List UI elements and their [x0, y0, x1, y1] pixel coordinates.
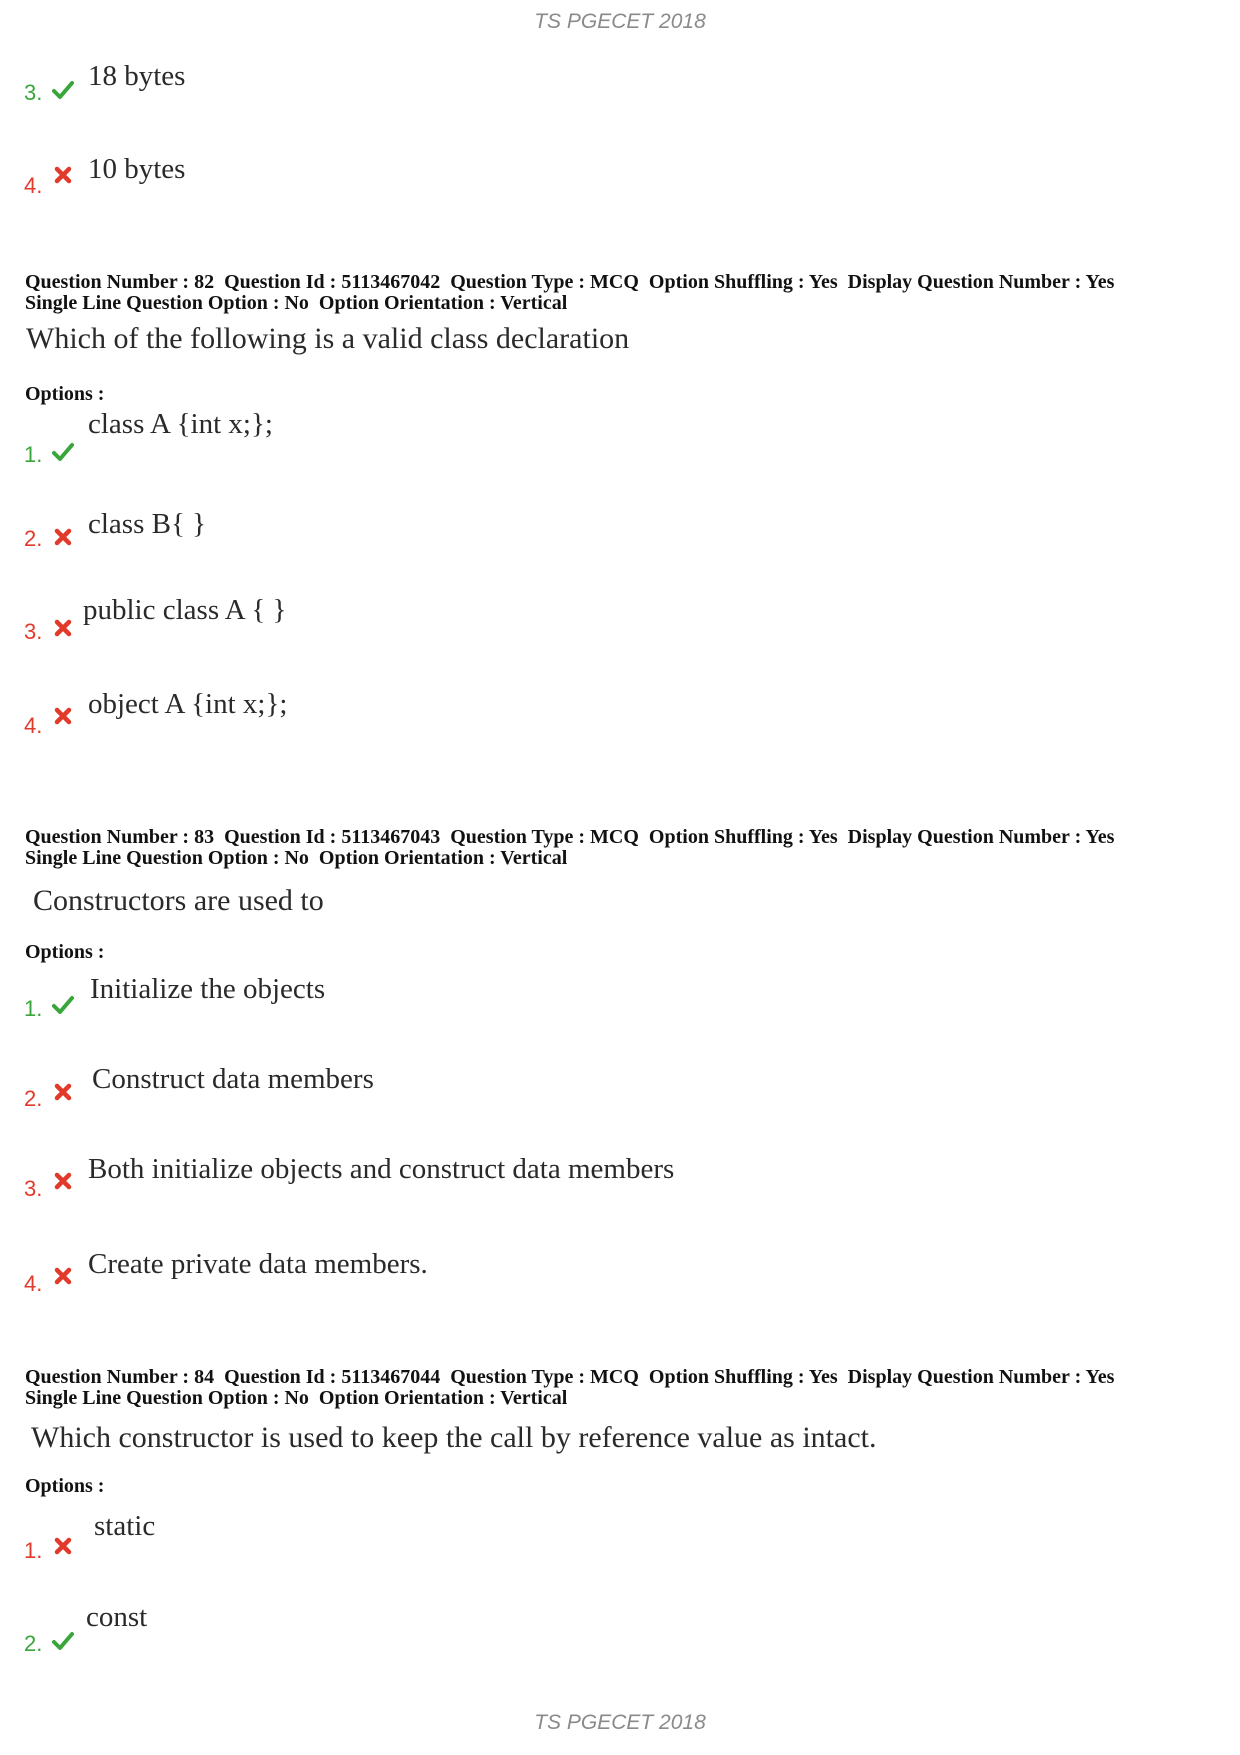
cross-icon: [51, 525, 75, 549]
option-text: Construct data members: [92, 1063, 374, 1095]
option-text: object A {int x;};: [88, 688, 288, 720]
page-footer: TS PGECET 2018: [534, 1711, 706, 1734]
question-meta: [25, 1367, 1114, 1409]
question-meta: [25, 827, 1114, 869]
option-text: static: [94, 1510, 156, 1542]
question-meta: [25, 272, 1114, 314]
check-icon: [51, 993, 75, 1017]
question-meta-line-2: Single Line Question Option : No Option Orientation : Vertical: [25, 292, 568, 314]
cross-icon: [51, 704, 75, 728]
option-text: class A {int x;};: [88, 408, 273, 440]
option-number: 2.: [24, 1086, 43, 1111]
check-icon: [51, 1629, 75, 1653]
check-icon: [51, 440, 75, 464]
check-icon: [51, 78, 75, 102]
option-text: Create private data members.: [88, 1248, 428, 1280]
cross-icon: [51, 1169, 75, 1193]
question-meta-line-1: Question Number : 83 Question Id : 5113467043 Question Type : MCQ Option Shuffling : Yes Display Question Number : Yes: [25, 826, 1115, 848]
option-text: const: [86, 1601, 148, 1633]
cross-icon: [51, 616, 75, 640]
question-meta-line-1: Question Number : 82 Question Id : 5113467042 Question Type : MCQ Option Shuffling : Yes Display Question Number : Yes: [25, 271, 1115, 293]
option-text: class B{ }: [88, 508, 207, 540]
cross-icon: [51, 163, 75, 187]
cross-icon: [51, 1264, 75, 1288]
option-number: 1.: [24, 442, 43, 467]
option-text: Both initialize objects and construct data members: [88, 1153, 675, 1185]
option-text: Initialize the objects: [90, 973, 326, 1005]
option-number: 4.: [24, 173, 43, 198]
option-number: 2.: [24, 526, 43, 551]
options-label: Options :: [25, 941, 105, 963]
question-text: Which of the following is a valid class declaration: [26, 322, 630, 355]
option-number: 3.: [24, 80, 43, 105]
options-label: Options :: [25, 1475, 105, 1497]
page-header: TS PGECET 2018: [534, 10, 706, 33]
option-text: 10 bytes: [88, 153, 186, 185]
option-number: 1.: [24, 1538, 43, 1563]
option-number: 2.: [24, 1631, 43, 1656]
question-meta-line-2: Single Line Question Option : No Option Orientation : Vertical: [25, 847, 568, 869]
cross-icon: [51, 1534, 75, 1558]
options-label: Options :: [25, 383, 105, 405]
option-number: 4.: [24, 1271, 43, 1296]
option-number: 4.: [24, 713, 43, 738]
question-text: Which constructor is used to keep the call by reference value as intact.: [31, 1421, 877, 1454]
option-number: 3.: [24, 619, 43, 644]
option-text: 18 bytes: [88, 60, 186, 92]
option-number: 3.: [24, 1176, 43, 1201]
cross-icon: [51, 1080, 75, 1104]
question-meta-line-2: Single Line Question Option : No Option Orientation : Vertical: [25, 1387, 568, 1409]
option-number: 1.: [24, 996, 43, 1021]
question-meta-line-1: Question Number : 84 Question Id : 5113467044 Question Type : MCQ Option Shuffling : Yes Display Question Number : Yes: [25, 1366, 1115, 1388]
question-text: Constructors are used to: [33, 884, 324, 917]
option-text: public class A { }: [83, 594, 287, 626]
